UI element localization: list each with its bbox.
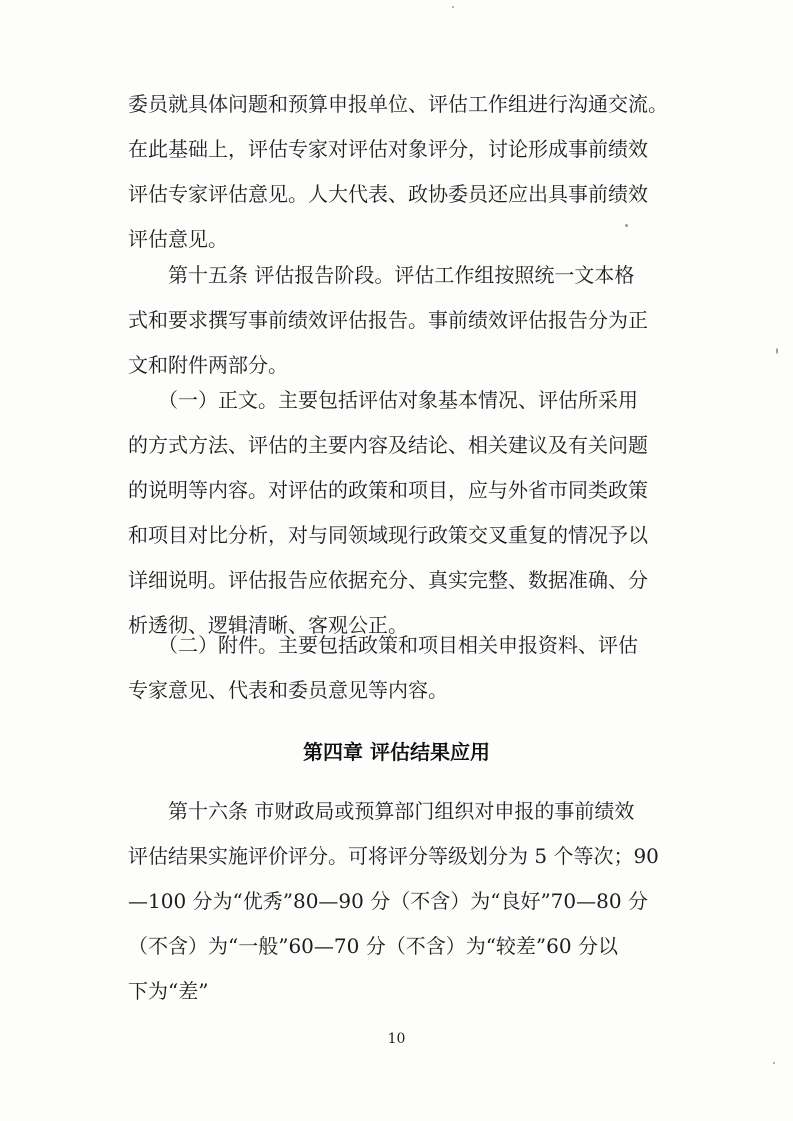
chapter-heading: 第四章 评估结果应用: [303, 740, 490, 764]
text-line: 第十五条 评估报告阶段。评估工作组按照统一文本格: [128, 263, 635, 287]
text-line: 详细说明。评估报告应依据充分、真实完整、数据准确、分: [128, 568, 648, 592]
text-line: 在此基础上，评估专家对评估对象评分，讨论形成事前绩效: [128, 137, 648, 161]
text-line: 评估专家评估意见。人大代表、政协委员还应出具事前绩效: [128, 182, 648, 206]
scan-speck: [773, 1062, 775, 1064]
paragraph-4: [128, 623, 688, 713]
paragraph-1: [128, 82, 688, 262]
text-line: 委员就具体问题和预算申报单位、评估工作组进行沟通交流。: [128, 92, 668, 116]
scan-speck: [776, 348, 778, 354]
paragraph-3: [128, 378, 688, 648]
text-line: （不含）为“一般”60—70 分（不含）为“较差”60 分以: [128, 934, 618, 958]
text-line: 析透彻、逻辑清晰、客观公正。: [128, 613, 408, 637]
text-line: 评估意见。: [128, 227, 228, 251]
text-line: 和项目对比分析，对与同领域现行政策交叉重复的情况予以: [128, 523, 648, 547]
scan-speck: [452, 6, 454, 8]
text-line: 第十六条 市财政局或预算部门组织对申报的事前绩效: [128, 799, 635, 823]
text-line: —100 分为“优秀”80—90 分（不含）为“良好”70—80 分: [128, 889, 648, 913]
text-line: （一）正文。主要包括评估对象基本情况、评估所采用: [128, 388, 638, 412]
text-line: 评估结果实施评价评分。可将评分等级划分为 5 个等次；90: [128, 844, 659, 868]
page-number: 10: [387, 1031, 406, 1047]
text-line: 的方式方法、评估的主要内容及结论、相关建议及有关问题: [128, 433, 648, 457]
paragraph-2: [128, 253, 688, 388]
paragraph-5: [128, 789, 688, 1014]
text-line: 文和附件两部分。: [128, 353, 288, 377]
text-line: 的说明等内容。对评估的政策和项目，应与外省市同类政策: [128, 478, 648, 502]
text-line: 式和要求撰写事前绩效评估报告。事前绩效评估报告分为正: [128, 308, 648, 332]
text-line: 下为“差”: [128, 979, 209, 1003]
scan-speck: [625, 224, 628, 227]
text-line: 专家意见、代表和委员意见等内容。: [128, 678, 448, 702]
text-line: （二）附件。主要包括政策和项目相关申报资料、评估: [128, 633, 638, 657]
